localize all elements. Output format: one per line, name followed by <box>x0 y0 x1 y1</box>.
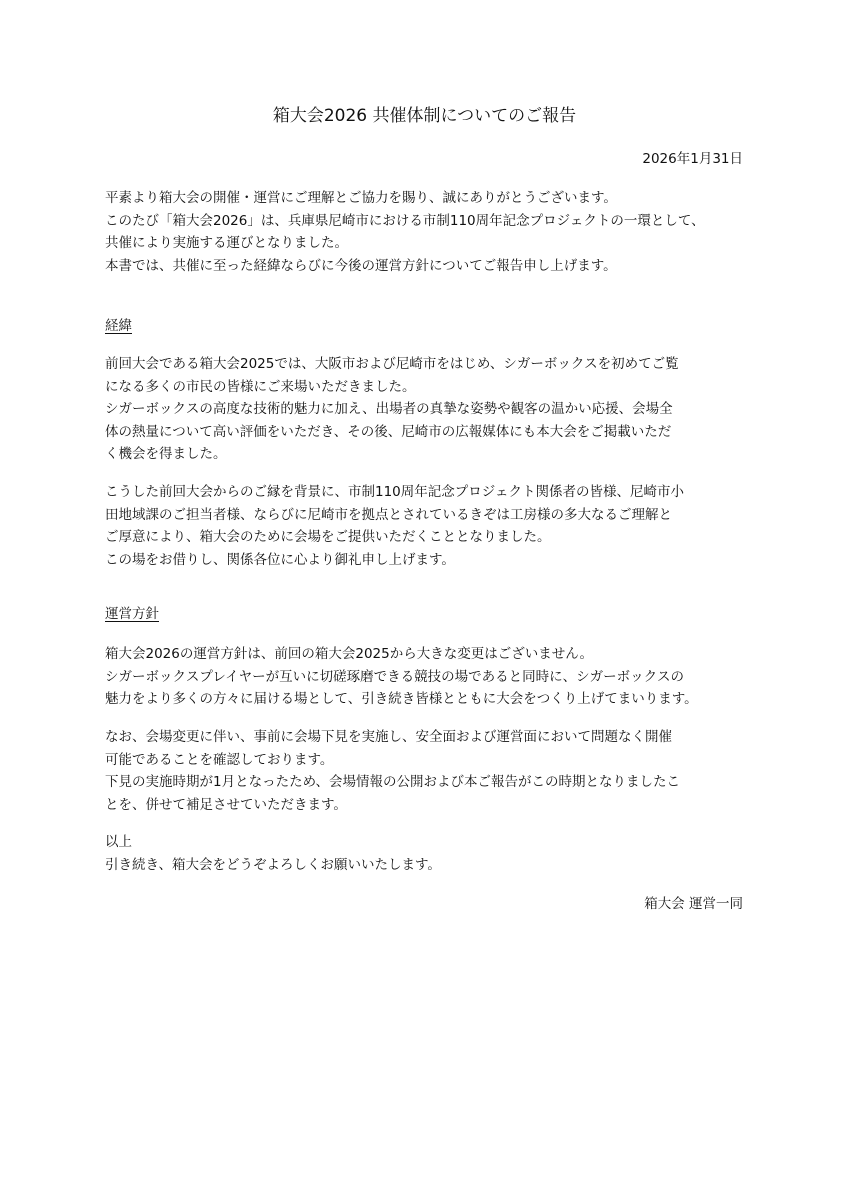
paragraph-line: シガーボックスプレイヤーが互いに切磋琢磨できる競技の場であると同時に、シガーボックスの <box>105 668 685 685</box>
background-paragraph-1 <box>105 353 765 466</box>
paragraph-line: 箱大会2026の運営方針は、前回の箱大会2025から大きな変更はございません。 <box>105 646 594 662</box>
paragraph-line: 魅力をより多くの方々に届ける場として、引き続き皆様とともに大会をつくり上げてまいります。 <box>105 691 698 708</box>
paragraph-line: 田地域課のご担当者様、ならびに尼崎市を拠点とされているきぞは工房様の多大なるご理解と <box>105 506 672 523</box>
closing-line: 以上 <box>105 834 132 850</box>
paragraph-line: になる多くの市民の皆様にご来場いただきました。 <box>105 378 416 395</box>
section-heading-policy: 運営方針 <box>105 606 159 622</box>
document-title: 箱大会2026 共催体制についてのご報告 <box>272 106 577 126</box>
paragraph-line: 体の熱量について高い評価をいただき、その後、尼崎市の広報媒体にも本大会をご掲載いただ <box>105 423 672 440</box>
policy-paragraph-2 <box>105 726 765 816</box>
closing-paragraph <box>105 831 765 876</box>
paragraph-line: く機会を得ました。 <box>105 446 227 463</box>
paragraph-line: 下見の実施時期が1月となったため、会場情報の公開および本ご報告がこの時期となりましたこ <box>105 774 681 791</box>
paragraph-line: なお、会場変更に伴い、事前に会場下見を実施し、安全面および運営面において問題なく開催 <box>105 729 672 745</box>
paragraph-line: とを、併せて補足させていただきます。 <box>105 796 347 813</box>
policy-paragraph-1 <box>105 643 765 711</box>
document-date: 2026年1月31日 <box>642 151 743 167</box>
signature: 箱大会 運営一同 <box>644 896 743 912</box>
closing-line: 引き続き、箱大会をどうぞよろしくお願いいたします。 <box>105 856 441 873</box>
paragraph-line: この場をお借りし、関係各位に心より御礼申し上げます。 <box>105 551 455 568</box>
paragraph-line: 可能であることを確認しております。 <box>105 751 334 768</box>
intro-line: 本書では、共催に至った経緯ならびに今後の運営方針についてご報告申し上げます。 <box>105 257 617 274</box>
intro-paragraph <box>105 187 765 277</box>
paragraph-line: 前回大会である箱大会2025では、大阪市および尼崎市をはじめ、シガーボックスを初めてご覧 <box>105 356 679 372</box>
intro-line: このたび「箱大会2026」は、兵庫県尼崎市における市制110周年記念プロジェクトの一環として、 <box>105 212 705 229</box>
paragraph-line: シガーボックスの高度な技術的魅力に加え、出場者の真摯な姿勢や観客の温かい応援、会場全 <box>105 401 673 418</box>
paragraph-line: こうした前回大会からのご縁を背景に、市制110周年記念プロジェクト関係者の皆様、尼崎市小 <box>105 484 684 500</box>
background-paragraph-2 <box>105 481 765 571</box>
intro-line: 平素より箱大会の開催・運営にご理解とご協力を賜り、誠にありがとうございます。 <box>105 190 617 206</box>
intro-line: 共催により実施する運びとなりました。 <box>105 235 348 252</box>
section-heading-background: 経緯 <box>105 318 132 334</box>
paragraph-line: ご厚意により、箱大会のために会場をご提供いただくこととなりました。 <box>105 529 551 546</box>
